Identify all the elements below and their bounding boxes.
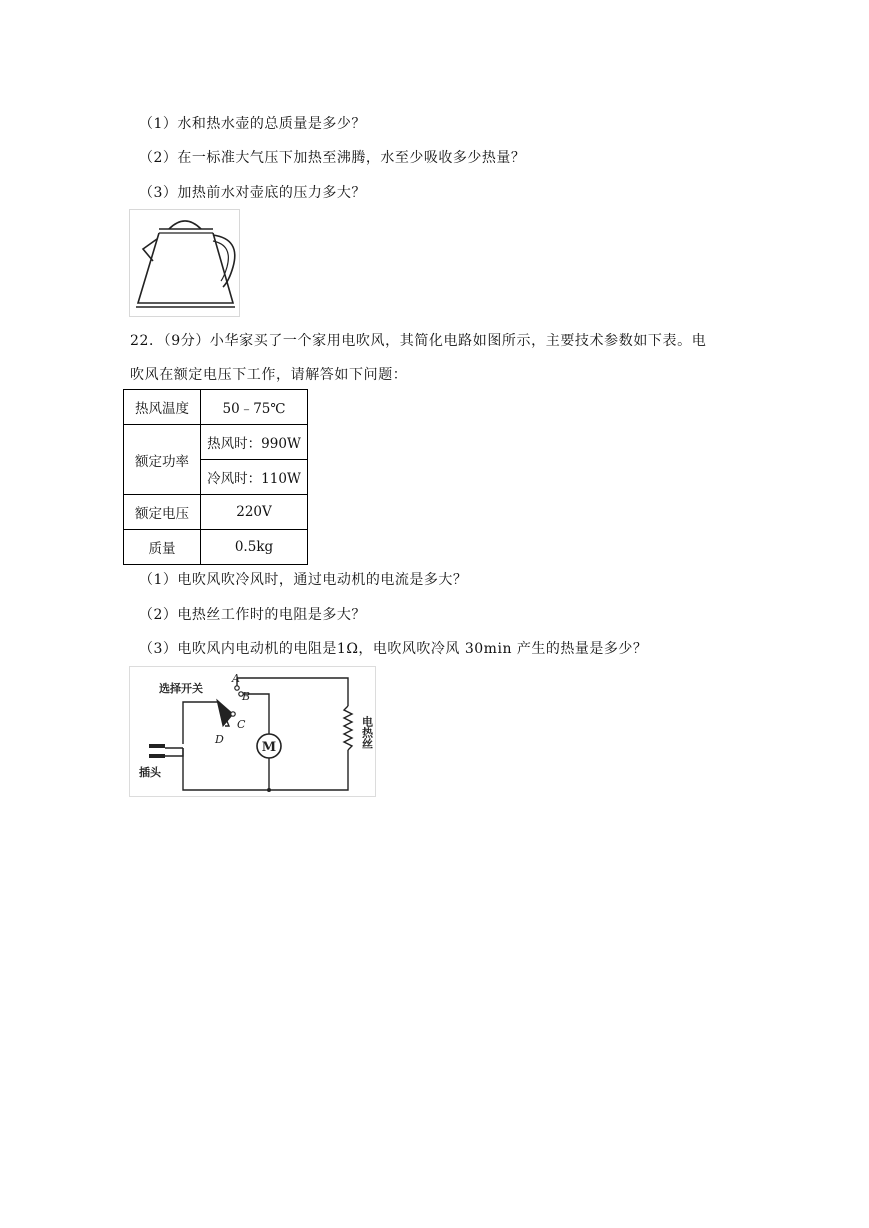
table-row <box>124 390 308 425</box>
rated-voltage-label: 额定电压 <box>124 495 201 530</box>
contact-a-label: A <box>232 672 240 685</box>
rated-power-label: 额定功率 <box>124 425 201 495</box>
kettle-figure <box>129 209 241 317</box>
table-row <box>124 530 308 565</box>
contact-c-label: C <box>237 718 246 731</box>
question-3-text: （3）加热前水对壶底的压力多大？ <box>139 185 366 201</box>
hot-wind-temp-label: 热风温度 <box>124 390 201 425</box>
problem-22-intro-line-1: 22．（9分）小华家买了一个家用电吹风，其简化电路如图所示，主要技术参数如下表。电 <box>130 333 707 349</box>
switch-label: 选择开关 <box>159 682 203 695</box>
plug-label: 插头 <box>139 766 161 779</box>
table-row <box>124 495 308 530</box>
mass-label: 质量 <box>124 530 201 565</box>
problem-22-question-2: （2）电热丝工作时的电阻是多大？ <box>139 607 366 623</box>
mass-value: 0.5kg <box>201 530 308 565</box>
contact-b-label: B <box>242 690 251 703</box>
table-row <box>124 425 308 460</box>
contact-d-label: D <box>215 733 224 746</box>
cold-power-value: 冷风时：110W <box>201 460 308 495</box>
question-2-text: （2）在一标准大气压下加热至沸腾，水至少吸收多少热量？ <box>139 150 526 166</box>
heater-label: 电热丝 <box>360 716 374 749</box>
plug-prong-upper <box>149 744 165 748</box>
problem-22-intro-line-2: 吹风在额定电压下工作，请解答如下问题： <box>130 367 408 383</box>
parameter-table <box>123 389 308 565</box>
plug-prong-lower <box>149 754 165 758</box>
hot-wind-temp-value: 50﹣75℃ <box>201 390 308 425</box>
question-1-text: （1）水和热水壶的总质量是多少？ <box>139 116 366 132</box>
hot-power-value: 热风时：990W <box>201 425 308 460</box>
problem-22-question-1: （1）电吹风吹冷风时，通过电动机的电流是多大？ <box>139 572 468 588</box>
problem-22-question-3: （3）电吹风内电动机的电阻是1Ω，电吹风吹冷风 30min 产生的热量是多少？ <box>139 641 648 657</box>
heater-coil <box>344 706 352 750</box>
rated-voltage-value: 220V <box>201 495 308 530</box>
motor-label: M <box>261 740 277 755</box>
circuit-diagram <box>129 666 377 798</box>
